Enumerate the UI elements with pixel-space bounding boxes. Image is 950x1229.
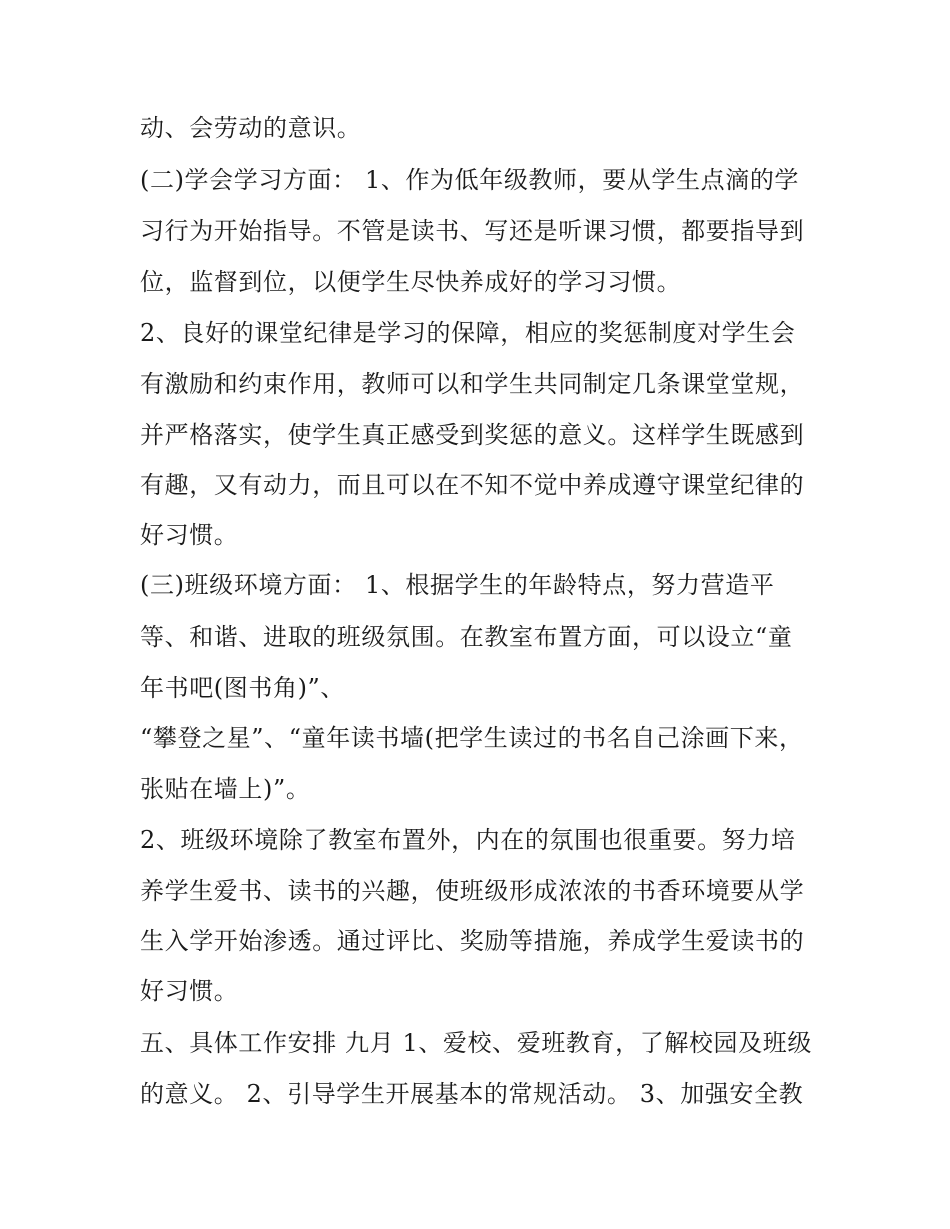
text-line: 2、良好的课堂纪律是学习的保障，相应的奖惩制度对学生会 — [140, 319, 796, 347]
text-line: 好习惯。 — [140, 977, 239, 1005]
text-line: 生入学开始渗透。通过评比、奖励等措施，养成学生爱读书的 — [140, 927, 805, 955]
text-line: 位，监督到位，以便学生尽快养成好的学习习惯。 — [140, 268, 682, 296]
text-line: 2、班级环境除了教室布置外，内在的氛围也很重要。努力培 — [140, 826, 796, 854]
text-line: 好习惯。 — [140, 521, 239, 549]
text-line: (二)学会学习方面： 1、作为低年级教师，要从学生点滴的学 — [140, 166, 800, 194]
text-line: 有趣，又有动力，而且可以在不知不觉中养成遵守课堂纪律的 — [140, 471, 805, 499]
text-line: (三)班级环境方面： 1、根据学生的年龄特点，努力营造平 — [140, 571, 775, 599]
text-line: 动、会劳动的意识。 — [140, 114, 362, 142]
text-line: 张贴在墙上)”。 — [140, 775, 311, 803]
text-line: 并严格落实，使学生真正感受到奖惩的意义。这样学生既感到 — [140, 421, 805, 449]
text-line: “攀登之星”、“童年读书墙(把学生读过的书名自己涂画下来， — [140, 724, 804, 752]
text-line: 有激励和约束作用，教师可以和学生共同制定几条课堂堂规， — [140, 370, 805, 398]
text-line: 养学生爱书、读书的兴趣，使班级形成浓浓的书香环境要从学 — [140, 877, 805, 905]
text-line: 年书吧(图书角)”、 — [140, 674, 345, 702]
text-line: 等、和谐、进取的班级氛围。在教室布置方面，可以设立“童 — [140, 623, 793, 651]
text-line: 五、具体工作安排 九月 1、爱校、爱班教育，了解校园及班级 — [140, 1029, 812, 1057]
text-line: 习行为开始指导。不管是读书、写还是听课习惯，都要指导到 — [140, 217, 805, 245]
text-line: 的意义。 2、引导学生开展基本的常规活动。 3、加强安全教 — [140, 1080, 804, 1108]
